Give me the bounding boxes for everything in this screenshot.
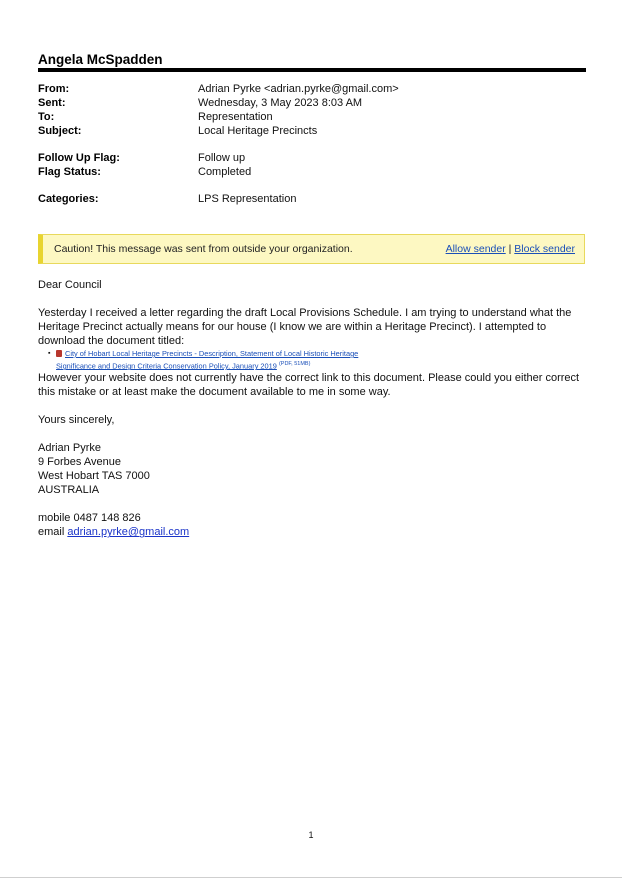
from-value: Adrian Pyrke <adrian.pyrke@gmail.com> <box>198 83 399 95</box>
flagstatus-label: Flag Status: <box>38 166 101 178</box>
flagstatus-row <box>38 165 586 179</box>
signature-city: West Hobart TAS 7000 <box>38 470 150 483</box>
signature-country: AUSTRALIA <box>38 484 100 497</box>
categories-label: Categories: <box>38 193 99 205</box>
page-bottom-border <box>0 877 622 878</box>
document-link-line1[interactable]: City of Hobart Local Heritage Precincts - Description, Statement of Local Historic Heritage <box>65 349 359 358</box>
flagstatus-value: Completed <box>198 166 252 178</box>
to-label: To: <box>38 111 55 123</box>
from-label: From: <box>38 83 70 95</box>
mailbox-owner-name: Angela McSpadden <box>38 52 163 67</box>
page-number: 1 <box>308 830 314 840</box>
greeting: Dear Council <box>38 279 102 291</box>
caution-message: Caution! This message was sent from outside your organization. <box>54 243 353 255</box>
closing: Yours sincerely, <box>38 414 115 427</box>
sender-actions <box>446 243 575 255</box>
to-value: Representation <box>198 111 273 123</box>
categories-value: LPS Representation <box>198 193 297 205</box>
from-row <box>38 82 586 96</box>
link-separator: | <box>508 243 512 255</box>
paragraph-request: Yesterday I received a letter regarding the draft Local Provisions Schedule. I am trying to understand what the Heritage Precinct actually means for our house (I know we are within a Heritage Precinct). I attempted to download the document titled: <box>38 307 572 347</box>
email-body <box>38 278 590 539</box>
paragraph-issue: However your website does not currently have the correct link to this document. Please could you either correct this mistake or at least make the document available to me in some way. <box>38 372 580 399</box>
categories-row <box>38 192 586 206</box>
signature-street: 9 Forbes Avenue <box>38 456 121 469</box>
signature-name: Adrian Pyrke <box>38 442 101 455</box>
email-address-link[interactable]: adrian.pyrke@gmail.com <box>67 526 190 539</box>
email-metadata <box>38 82 586 206</box>
document-link-line2[interactable]: Significance and Design Criteria Conservation Policy, January 2019 <box>56 361 277 371</box>
signature-email-row <box>38 525 590 539</box>
email-prefix: email <box>38 526 68 539</box>
attachment-list-item <box>48 348 590 371</box>
subject-row <box>38 124 586 138</box>
subject-label: Subject: <box>38 125 82 137</box>
followup-value: Follow up <box>198 152 246 164</box>
block-sender-link[interactable]: Block sender <box>514 243 575 255</box>
pdf-icon <box>56 350 62 357</box>
followup-row <box>38 151 586 165</box>
sent-value: Wednesday, 3 May 2023 8:03 AM <box>198 97 363 109</box>
header-rule <box>38 68 586 72</box>
document-file-info: (PDF, 51MB) <box>278 361 311 367</box>
sent-row <box>38 96 586 110</box>
allow-sender-link[interactable]: Allow sender <box>445 243 506 255</box>
external-sender-banner <box>38 234 585 264</box>
subject-value: Local Heritage Precincts <box>198 125 318 137</box>
bullet-icon: ▪ <box>48 350 51 357</box>
sent-label: Sent: <box>38 97 66 109</box>
signature-mobile: mobile 0487 148 826 <box>38 512 141 525</box>
followup-label: Follow Up Flag: <box>38 152 120 164</box>
to-row <box>38 110 586 124</box>
